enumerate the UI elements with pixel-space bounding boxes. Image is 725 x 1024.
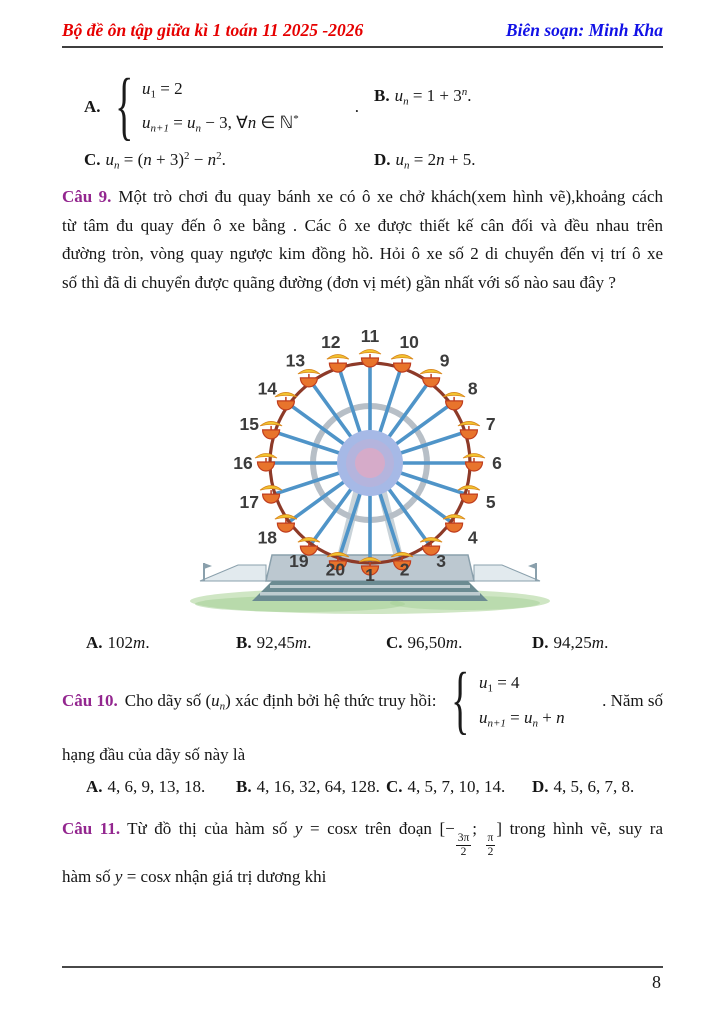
question-9-line-4: số thì đã di chuyển được quãng đường (đơn vị mét) gần nhất với số nào sau đây ? (62, 272, 616, 292)
wheel-label: 11 (360, 326, 380, 347)
gondola (255, 454, 277, 472)
question-10-line-2: hạng đầu của dãy số này là (62, 745, 246, 765)
wheel-label: 19 (289, 551, 309, 572)
wheel-label: 10 (399, 332, 419, 353)
wheel-label: 12 (321, 332, 341, 353)
wheel-label: 20 (325, 559, 346, 580)
question-11-line-2: hàm số y = cosx nhận giá trị dương khi (62, 867, 327, 887)
left-brace-icon: { (451, 658, 470, 743)
question-10-text: Cho dãy số $(u_n)$ xác định bởi hệ thức truy hồi: (124, 690, 437, 713)
wheel-label: 6 (492, 453, 502, 474)
page-header (62, 0, 663, 48)
equation-system-q10 (442, 658, 565, 743)
ferris-wheel-figure (188, 313, 552, 619)
wheel-label: 2 (399, 559, 410, 580)
wheel-label: 3 (436, 551, 446, 572)
system-line-2: $u_{n+1} = u_n - 3$, ∀n ∈ ℕ* (142, 113, 299, 135)
wheel-label: 5 (485, 492, 496, 513)
question-11-label: Câu 11. (62, 819, 121, 839)
answer-b: B. 4, 16, 32, 64, 128. (236, 777, 380, 797)
question-9 (62, 183, 663, 297)
wheel-label: 18 (257, 528, 278, 549)
ferris-wheel-svg (188, 313, 552, 619)
question-9-line-3: đường tròn, vòng quay ngược kim đồng hồ. Hỏi ô xe số 2 di chuyển đến vị trí ô xe (62, 244, 663, 264)
gondola (298, 370, 320, 388)
question-10-answers (62, 777, 663, 797)
gondola (458, 422, 480, 440)
question-9-line-2: từ tâm đu quay đến ô xe bằng . Các ô xe được thiết kế cân đối và đều nhau trên (62, 215, 663, 235)
gondola (420, 370, 442, 388)
answer-a: A. 4, 6, 9, 13, 18. (86, 777, 206, 797)
header-author: Biên soạn: Minh Kha (505, 20, 663, 40)
option-c-label: C. (84, 149, 101, 169)
option-d (374, 150, 663, 172)
option-b (374, 72, 663, 108)
question-10 (62, 659, 663, 743)
option-a-period: . (354, 96, 359, 116)
gondola (391, 355, 413, 373)
header-title: Bộ đề ôn tập giữa kì 1 toán 11 2025 -2026 (62, 20, 364, 40)
option-b-label: B. (374, 86, 390, 105)
question-9-label: Câu 9. (62, 187, 112, 207)
gondola (327, 355, 349, 373)
option-c-math: $u_n = (n + 3)^2 - n^2$. (105, 149, 226, 172)
equation-system (106, 64, 299, 148)
option-a (62, 64, 374, 148)
answer-d: D. 94,25m. (532, 633, 609, 653)
wheel-label: 13 (285, 350, 306, 371)
answer-a: A. 102m. (86, 633, 150, 653)
option-d-label: D. (374, 149, 391, 169)
question-11 (62, 811, 663, 894)
system-line-2: $u_{n+1} = u_n + n$ (478, 708, 565, 730)
wheel-label: 1 (365, 565, 375, 586)
gondola (260, 422, 282, 440)
question-8-options (62, 64, 663, 172)
question-9-line-1: Một trò chơi đu quay bánh xe có ô xe chở khách(xem hình vẽ),khoảng cách (118, 187, 663, 207)
answer-c: C. 4, 5, 7, 10, 14. (386, 777, 506, 797)
question-10-label: Câu 10. (62, 690, 118, 710)
question-10-intro (62, 691, 436, 713)
answer-c: C. 96,50m. (386, 633, 463, 653)
answer-d: D. 4, 5, 6, 7, 8. (532, 777, 635, 797)
question-9-answers (62, 633, 663, 653)
answer-b: B. 92,45m. (236, 633, 312, 653)
question-11-line-1: Từ đồ thị của hàm số y = cosx trên đoạn [− $\frac{3\pi}{2}$ ; $\frac{\pi}{2}$ ] trong hình vẽ, suy ra (127, 819, 663, 859)
wheel-label: 14 (257, 378, 278, 399)
system-line-1: $u_1 = 4$ (478, 672, 520, 695)
system-line-1: $u_1 = 2$ (142, 78, 183, 101)
question-10-after: . Năm số (602, 691, 663, 711)
wheel-label: 7 (485, 414, 496, 435)
left-brace-icon: { (114, 64, 133, 148)
wheel-label: 16 (233, 453, 253, 474)
option-c (62, 150, 374, 172)
wheel-label: 4 (467, 528, 478, 549)
wheel-label: 15 (239, 414, 259, 435)
option-a-label: A. (84, 96, 101, 116)
page-number: 8 (652, 972, 661, 992)
wheel-label: 9 (439, 350, 450, 371)
footer-rule (62, 966, 663, 968)
option-b-math: $u_n = 1 + 3^n$. (394, 86, 472, 108)
option-d-math: $u_n = 2n + 5$. (395, 149, 476, 172)
wheel-label: 17 (239, 492, 259, 513)
wheel-label: 8 (467, 378, 478, 399)
gondola (463, 454, 485, 472)
